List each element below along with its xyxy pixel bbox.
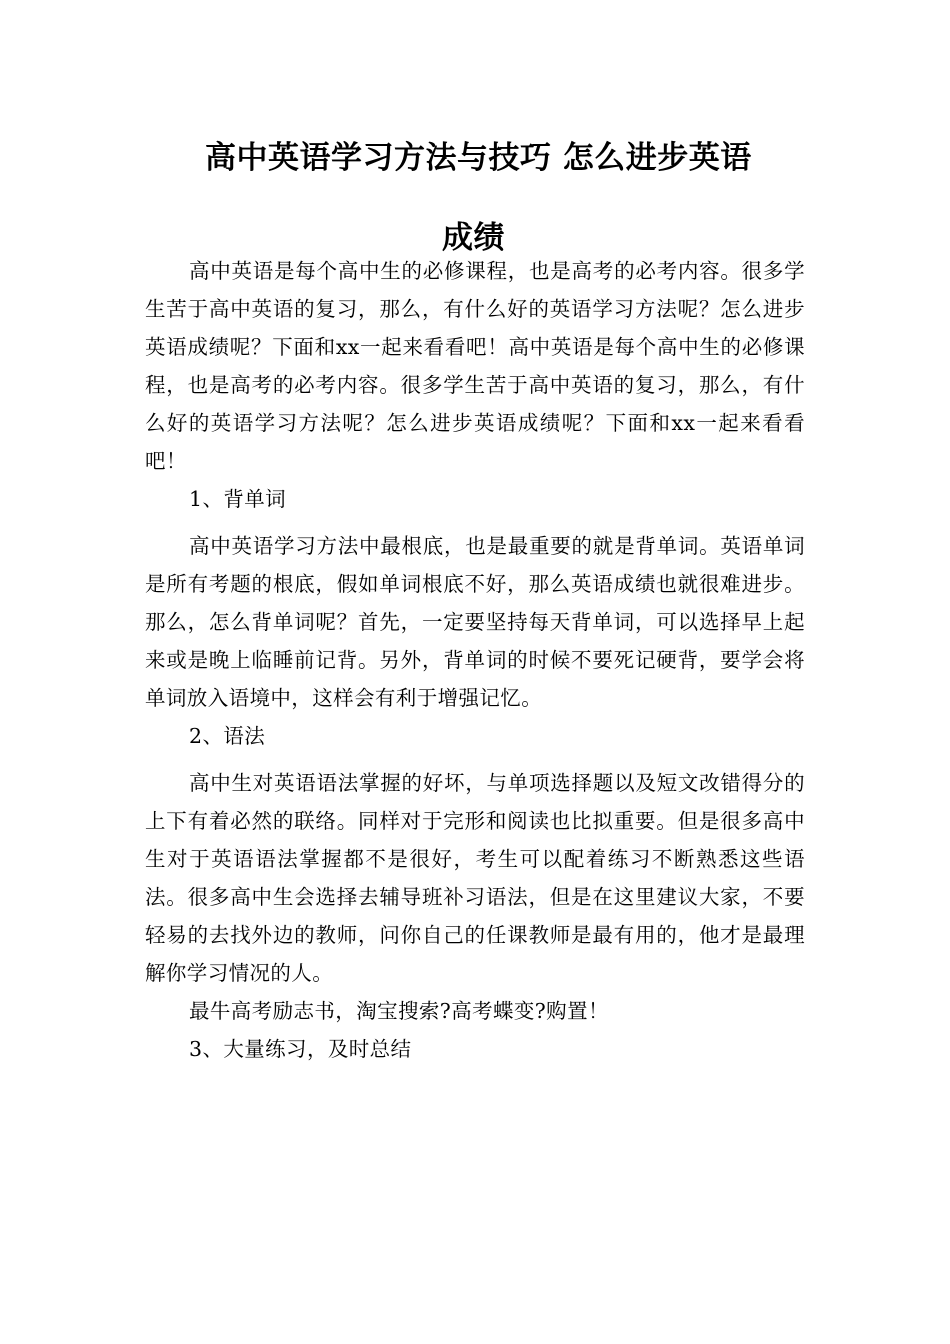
document-body	[145, 252, 805, 1068]
title-line-1: 高中英语学习方法与技巧 怎么进步英语	[205, 140, 752, 176]
intro-paragraph: 高中英语是每个高中生的必修课程，也是高考的必考内容。很多学生苦于高中英语的复习，那么，有什么好的英语学习方法呢？怎么进步英语成绩呢？下面和xx一起来看看吧！高中英语是每个高中生的必修课程，也是高考的必考内容。很多学生苦于高中英语的复习，那么，有什么好的英语学习方法呢？怎么进步英语成绩呢？下面和xx一起来看看吧！	[145, 259, 805, 473]
title-line-2: 成绩	[442, 220, 505, 256]
ad-line: 最牛高考励志书，淘宝搜索?高考蝶变?购置！	[189, 999, 609, 1023]
section-1-paragraph: 高中英语学习方法中最根底，也是最重要的就是背单词。英语单词是所有考题的根底，假如单词根底不好，那么英语成绩也就很难进步。那么，怎么背单词呢？首先，一定要坚持每天背单词，可以选择早上起来或是晚上临睡前记背。另外，背单词的时候不要死记硬背，要学会将单词放入语境中，这样会有利于增强记忆。	[145, 534, 805, 710]
section-2-paragraph: 高中生对英语语法掌握的好坏，与单项选择题以及短文改错得分的上下有着必然的联络。同样对于完形和阅读也比拟重要。但是很多高中生对于英语语法掌握都不是很好，考生可以配着练习不断熟悉这些语法。很多高中生会选择去辅导班补习语法，但是在这里建议大家，不要轻易的去找外边的教师，问你自己的任课教师是最有用的，他才是最理解你学习情况的人。	[145, 771, 805, 985]
section-3-heading: 3、大量练习，及时总结	[189, 1037, 412, 1061]
section-2-heading: 2、语法	[189, 724, 266, 748]
section-1-heading: 1、背单词	[189, 487, 287, 511]
